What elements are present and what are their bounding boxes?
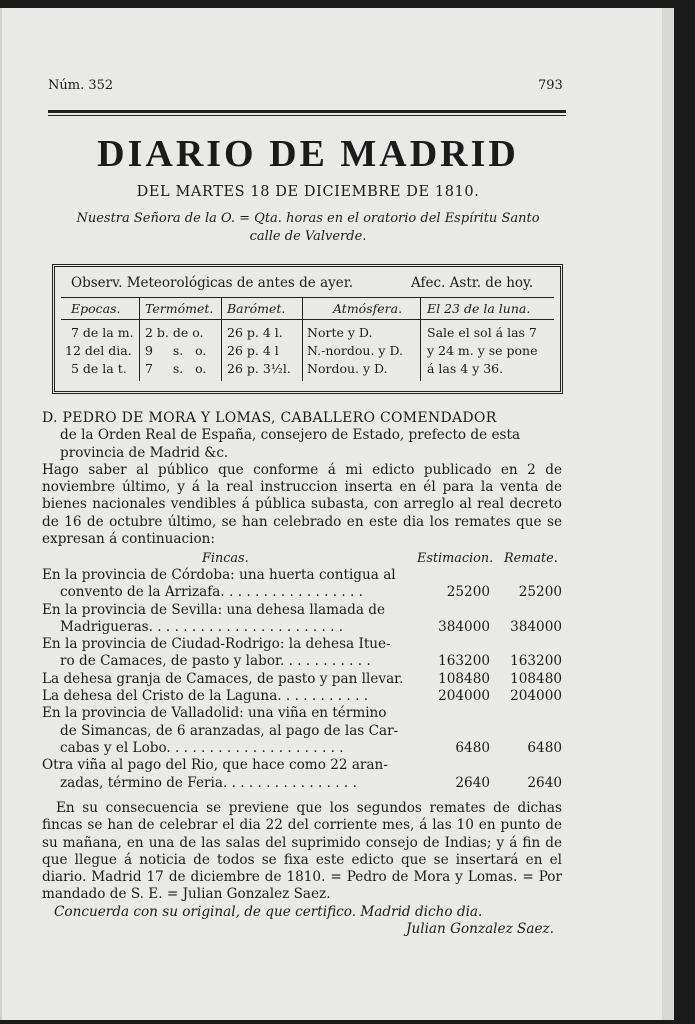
- epoca-cell: 5 de la t.: [71, 361, 127, 376]
- remate-value: 25200: [518, 584, 562, 601]
- issue-number: Núm. 352: [48, 78, 114, 93]
- weather-divider-top: [61, 297, 554, 298]
- col-divider: [139, 297, 140, 381]
- col-atmosfera: Atmósfera.: [333, 301, 403, 316]
- epoca-cell: 7 de la m.: [71, 325, 134, 340]
- table-row: [42, 602, 562, 637]
- saint-of-day: [48, 210, 568, 246]
- col-fincas: Fincas.: [202, 551, 249, 566]
- weather-divider-mid: [61, 319, 554, 320]
- estimacion-value: 384000: [438, 618, 490, 635]
- epoca-cell: 12 del dia.: [65, 343, 132, 358]
- property-line: La dehesa granja de Camaces, de pasto y pan llevar.: [42, 670, 404, 687]
- remate-value: 6480: [527, 739, 562, 756]
- property-line: Otra viña al pago del Rio, que hace como 22 aran-: [42, 757, 388, 774]
- edict-heading-cont: de la Orden Real de España, consejero de Estado, prefecto de esta: [60, 427, 521, 444]
- signature: Julian Gonzalez Saez.: [406, 921, 554, 938]
- property-line: En la provincia de Córdoba: una huerta contigua al: [42, 567, 396, 583]
- property-line: cabas y el Lobo. . . . . . . . . . . . . . . . . . . . .: [60, 739, 344, 756]
- estimacion-value: 25200: [446, 584, 490, 601]
- atm-cell: Norte y D.: [307, 325, 373, 340]
- astro-title: Afec. Astr. de hoy.: [411, 275, 534, 291]
- term-cell: 9 s. o.: [145, 343, 207, 358]
- edict-body: [42, 410, 562, 548]
- atm-cell: N.-nordou. y D.: [307, 343, 403, 358]
- auction-table: [42, 550, 562, 792]
- astr-cell: y 24 m. y se pone: [427, 343, 538, 358]
- estimacion-value: 2640: [455, 774, 490, 791]
- estimacion-value: 6480: [455, 739, 490, 756]
- estimacion-value: 163200: [438, 653, 490, 670]
- col-luna: El 23 de la luna.: [427, 301, 531, 316]
- remate-value: 204000: [510, 688, 562, 705]
- property-line: convento de la Arrizafa. . . . . . . . . . . . . . . . .: [60, 584, 363, 601]
- saint-line-1: Nuestra Señora de la O. = Qta. horas en el oratorio del Espíritu Santo: [76, 211, 540, 226]
- term-cell: 2 b. de o.: [145, 325, 204, 340]
- page-number: 793: [538, 78, 563, 93]
- astr-cell: Sale el sol á las 7: [427, 325, 537, 340]
- weather-table: [52, 264, 563, 394]
- weather-title: Observ. Meteorológicas de antes de ayer.: [71, 275, 354, 291]
- baro-cell: 26 p. 4 l: [227, 343, 279, 358]
- col-epocas: Epocas.: [71, 301, 121, 316]
- col-estimacion: Estimacion.: [417, 551, 494, 566]
- property-line: de Simancas, de 6 aranzadas, al pago de las Car-: [60, 722, 399, 739]
- edict-intro: Hago saber al público que conforme á mi edicto publicado en 2 de noviembre último, y á la real instruccion inserta en él para la venta de bienes nacionales vendibles á pública subasta, con arreglo al real decreto de 16 de octubre último, se han celebrado en este dia los remates que se expresan á continuacion:: [42, 461, 562, 548]
- term-cell: 7 s. o.: [145, 361, 207, 376]
- property-line: En la provincia de Sevilla: una dehesa llamada de: [42, 601, 386, 618]
- col-divider: [420, 297, 421, 381]
- closing-text: En su consecuencia se previene que los segundos remates de dichas fincas se han de celebrar el dia 22 del corriente mes, á las 10 en punto de su mañana, en una de las salas del suprimido consejo de Indias; y á fin de que llegue á noticia de todos se fixa este edicto que se insertará en el diario. Madrid 17 de diciembre de 1810. = Pedro de Mora y Lomas. = Por mandado de S. E. = Julian Gonzalez Saez.: [42, 800, 562, 903]
- property-line: zadas, término de Feria. . . . . . . . . . . . . . . .: [60, 774, 357, 791]
- page-edge: [662, 8, 674, 1020]
- table-row: [42, 705, 562, 757]
- property-line: Madrigueras. . . . . . . . . . . . . . . . . . . . . . .: [60, 618, 344, 635]
- table-row: [42, 757, 562, 792]
- newspaper-title: DIARIO DE MADRID: [97, 133, 519, 175]
- estimacion-value: 204000: [438, 688, 490, 705]
- edict-heading: D. PEDRO DE MORA Y LOMAS, CABALLERO COMENDADOR: [42, 410, 497, 426]
- remate-value: 108480: [510, 670, 562, 687]
- col-divider: [302, 297, 303, 381]
- saint-line-2: calle de Valverde.: [249, 229, 367, 244]
- edict-heading-cont: provincia de Madrid &c.: [60, 444, 229, 461]
- estimacion-value: 108480: [438, 670, 490, 687]
- concuerda-line: Concuerda con su original, de que certifico. Madrid dicho dia.: [54, 903, 483, 920]
- table-row: [42, 567, 562, 602]
- col-barometro: Barómet.: [227, 301, 286, 316]
- property-line: En la provincia de Ciudad-Rodrigo: la dehesa Itue-: [42, 636, 391, 653]
- col-termometro: Termómet.: [145, 301, 214, 316]
- table-row: [42, 688, 562, 705]
- issue-date: DEL MARTES 18 DE DICIEMBRE DE 1810.: [136, 184, 480, 200]
- property-line: En la provincia de Valladolid: una viña en término: [42, 705, 387, 722]
- astr-cell: á las 4 y 36.: [427, 361, 504, 376]
- header-rule: [48, 110, 566, 113]
- baro-cell: 26 p. 3½l.: [227, 361, 291, 376]
- remate-value: 384000: [510, 618, 562, 635]
- remate-value: 163200: [510, 653, 562, 670]
- auction-table-header: [42, 550, 562, 567]
- property-line: ro de Camaces, de pasto y labor. . . . . . . . . . .: [60, 653, 371, 670]
- atm-cell: Nordou. y D.: [307, 361, 388, 376]
- table-row: [42, 636, 562, 671]
- col-divider: [221, 297, 222, 381]
- col-remate: Remate.: [504, 551, 558, 566]
- remate-value: 2640: [527, 774, 562, 791]
- baro-cell: 26 p. 4 l.: [227, 325, 283, 340]
- edict-closing: [42, 800, 562, 938]
- property-line: La dehesa del Cristo de la Laguna. . . . . . . . . . .: [42, 688, 369, 705]
- table-row: [42, 671, 562, 688]
- header-rule-thin: [48, 115, 566, 116]
